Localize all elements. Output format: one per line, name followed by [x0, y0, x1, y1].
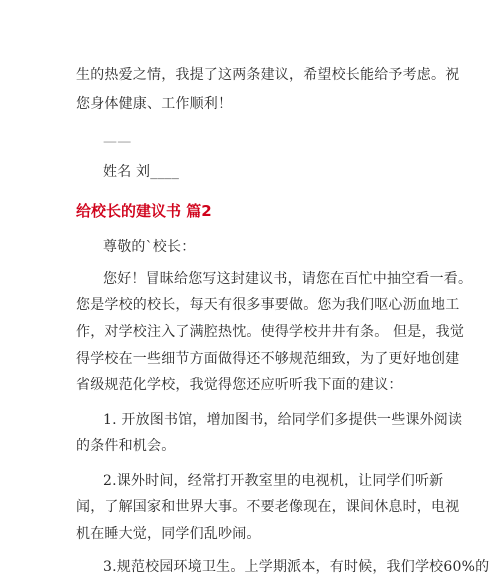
item1-line-1: 1. 开放图书馆，增加图书，给同学们多提供一些课外阅读: [103, 412, 463, 428]
intro-line-2: 您身体健康、工作顺利！: [76, 96, 233, 112]
para1-line-1: 您好！冒昧给您写这封建议书，请您在百忙中抽空看一看。: [103, 271, 473, 287]
item2-line-3: 机在睡大觉，同学们乱吵闹。: [76, 526, 261, 542]
intro-line-1: 生的热爱之情，我提了这两条建议，希望校长能给予考虑。祝: [76, 67, 460, 83]
para1-line-5: 省级规范化学校，我觉得您还应听听我下面的建议：: [76, 377, 403, 393]
salutation: 尊敬的`校长：: [103, 239, 196, 255]
para1-line-2: 您是学校的校长，每天有很多事要做。您为我们呕心沥血地工: [76, 297, 460, 313]
item1-line-2: 的条件和机会。: [76, 438, 176, 454]
item2-line-1: 2.课外时间，经常打开教室里的电视机，让同学们听新: [103, 473, 444, 489]
section-heading: 给校长的建议书 篇2: [76, 202, 212, 220]
item2-line-2: 闻，了解国家和世界大事。不要老像现在，课间休息时，电视: [76, 499, 460, 515]
signature-name: 姓名 刘____: [103, 164, 180, 180]
signature-dash: ——: [103, 134, 132, 150]
para1-line-3: 作，对学校注入了满腔热忱。使得学校井井有条。 但是，我觉: [76, 324, 465, 340]
item3-line-1-partial: 3.规范校园环境卫生。上学期派本，有时候，我们学校60%的: [103, 559, 490, 575]
para1-line-4: 得学校在一些细节方面做得还不够规范细致，为了更好地创建: [76, 351, 460, 367]
